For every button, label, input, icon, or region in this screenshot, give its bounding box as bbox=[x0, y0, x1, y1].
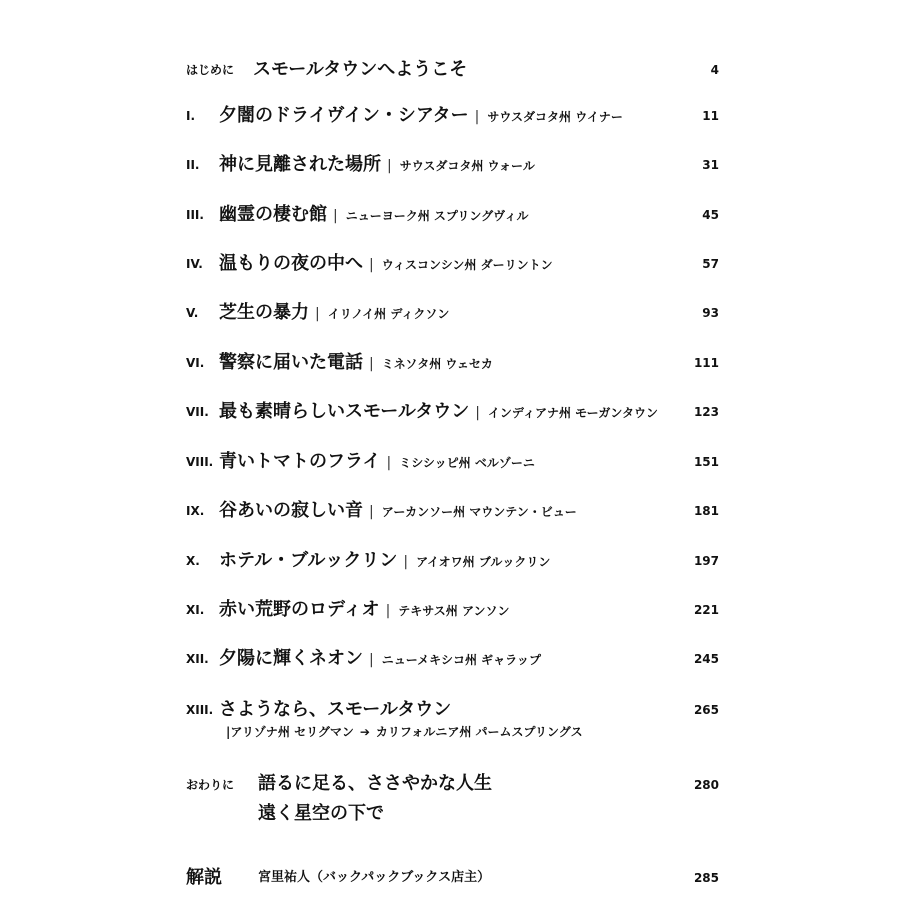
page-number: 181 bbox=[693, 504, 719, 518]
separator: | bbox=[226, 725, 231, 739]
chapter-title: 温もりの夜の中へ bbox=[219, 253, 363, 274]
chapter-number: VIII. bbox=[186, 455, 214, 469]
chapter-number: XI. bbox=[186, 603, 205, 617]
commentary-author: 宮里祐人（バックパックブックス店主） bbox=[258, 870, 491, 885]
separator: | bbox=[387, 158, 392, 174]
chapter-number: III. bbox=[186, 208, 204, 222]
page-number: 4 bbox=[710, 63, 719, 77]
chapter-place: ウィスコンシン州 ダーリントン bbox=[381, 258, 553, 272]
page-number: 111 bbox=[693, 356, 719, 370]
page-number: 280 bbox=[693, 778, 719, 792]
chapter-title: ホテル・ブルックリン bbox=[219, 550, 398, 571]
chapter-title: 幽霊の棲む館 bbox=[219, 204, 327, 225]
outro-title-line1: 語るに足る、ささやかな人生 bbox=[258, 773, 492, 794]
separator: | bbox=[385, 603, 391, 619]
page-number: 93 bbox=[702, 306, 719, 320]
separator: | bbox=[386, 455, 392, 471]
chapter-title: 最も素晴らしいスモールタウン bbox=[219, 401, 470, 422]
chapter-title: 芝生の暴力 bbox=[219, 302, 309, 323]
page-number: 245 bbox=[693, 652, 719, 666]
chapter-place: テキサス州 アンソン bbox=[398, 604, 510, 618]
chapter-title: さようなら、スモールタウン bbox=[219, 699, 452, 720]
chapter-place: ミネソタ州 ウェセカ bbox=[381, 357, 493, 371]
chapter-place: ニューメキシコ州 ギャラップ bbox=[381, 653, 541, 667]
chapter-place: サウスダコタ州 ウォール bbox=[399, 159, 535, 173]
separator: | bbox=[369, 504, 374, 520]
separator: | bbox=[369, 356, 374, 372]
separator: | bbox=[474, 109, 480, 125]
chapter-title: 神に見離された場所 bbox=[219, 154, 381, 175]
intro-label: はじめに bbox=[186, 63, 235, 77]
chapter-place: アイオワ州 ブルックリン bbox=[416, 555, 551, 569]
outro-label: おわりに bbox=[186, 778, 235, 792]
page-number: 57 bbox=[702, 257, 719, 271]
chapter-number: XII. bbox=[186, 652, 209, 666]
chapter-number: IX. bbox=[186, 504, 205, 518]
chapter-number: IV. bbox=[186, 257, 203, 271]
chapter-number: VII. bbox=[186, 405, 209, 419]
outro-title-line2: 遠く星空の下で bbox=[258, 803, 384, 824]
chapter-title: 谷あいの寂しい音 bbox=[219, 500, 363, 521]
chapter-place-to: カリフォルニア州 パームスプリングス bbox=[375, 725, 583, 739]
separator: | bbox=[403, 554, 409, 570]
chapter-place: ニューヨーク州 スプリングヴィル bbox=[345, 209, 529, 223]
chapter-title: 夕陽に輝くネオン bbox=[219, 648, 363, 669]
chapter-number: VI. bbox=[186, 356, 205, 370]
chapter-title: 夕闇のドライヴイン・シアター bbox=[219, 105, 469, 126]
chapter-number: I. bbox=[186, 109, 196, 123]
separator: | bbox=[369, 257, 374, 273]
page-number: 265 bbox=[693, 703, 719, 717]
page-number: 221 bbox=[693, 603, 719, 617]
chapter-place: ミシシッピ州 ベルゾーニ bbox=[399, 456, 535, 470]
separator: | bbox=[333, 208, 338, 224]
page-number: 31 bbox=[702, 158, 719, 172]
chapter-number: II. bbox=[186, 158, 200, 172]
chapter-place: アーカンソー州 マウンテン・ビュー bbox=[381, 505, 577, 519]
chapter-place: サウスダコタ州 ウイナー bbox=[487, 110, 623, 124]
chapter-place: インディアナ州 モーガンタウン bbox=[487, 406, 658, 420]
page-number: 123 bbox=[693, 405, 719, 419]
page-number: 45 bbox=[702, 208, 719, 222]
page-number: 11 bbox=[702, 109, 719, 123]
chapter-place: イリノイ州 ディクソン bbox=[327, 307, 450, 321]
chapter-number: V. bbox=[186, 306, 199, 320]
chapter-number: XIII. bbox=[186, 703, 214, 717]
chapter-number: X. bbox=[186, 554, 200, 568]
separator: | bbox=[369, 652, 374, 668]
page-number: 285 bbox=[693, 871, 719, 885]
chapter-place-from: アリゾナ州 セリグマン bbox=[230, 725, 354, 739]
chapter-title: 青いトマトのフライ bbox=[219, 451, 381, 472]
commentary-label: 解説 bbox=[186, 867, 222, 888]
page-number: 151 bbox=[693, 455, 719, 469]
separator: | bbox=[315, 306, 320, 322]
chapter-title: 赤い荒野のロディオ bbox=[219, 599, 380, 620]
chapter-title: 警察に届いた電話 bbox=[219, 352, 363, 373]
intro-title: スモールタウンへようこそ bbox=[253, 59, 468, 80]
chapter-place bbox=[226, 723, 583, 740]
separator: | bbox=[475, 405, 480, 421]
arrow-icon: ➔ bbox=[359, 725, 370, 739]
page-number: 197 bbox=[693, 554, 719, 568]
